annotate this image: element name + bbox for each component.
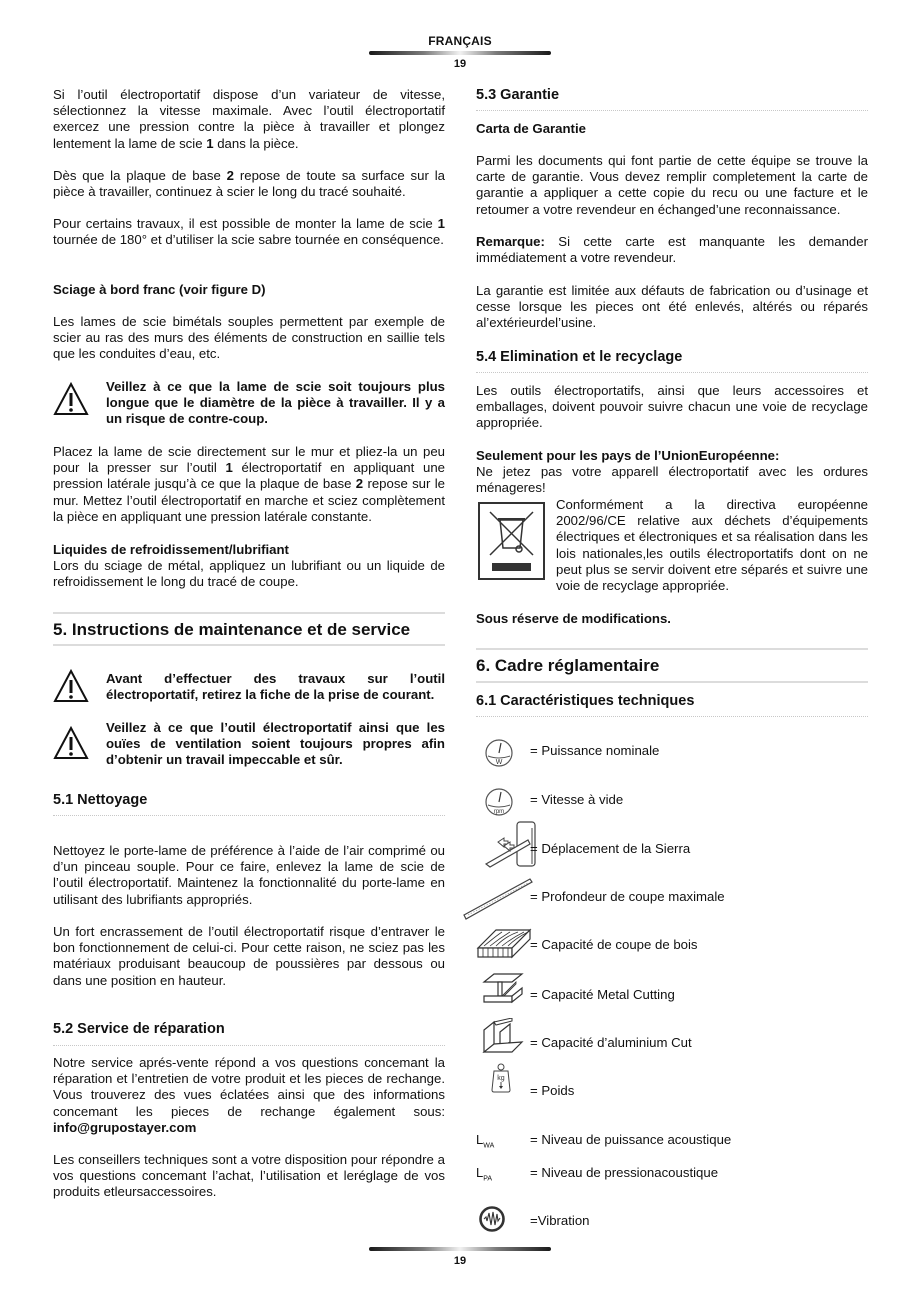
header-page-number: 19 bbox=[453, 58, 467, 70]
warranty-remark bbox=[476, 234, 868, 266]
section-6-1-title: 6.1 Caractéristiques techniques bbox=[476, 693, 695, 709]
text: repose de toute sa surface sur la pièce à travailler, continuez à scier le long du tracé souhaité. bbox=[53, 168, 445, 200]
symbol-label: = Profondeur de coupe maximale bbox=[530, 889, 725, 904]
ref-number: 2 bbox=[355, 476, 364, 492]
speed-paragraph bbox=[53, 87, 445, 152]
symbol-row-vibration bbox=[476, 1205, 876, 1235]
cleaning-paragraph-2: Un fort encrassement de l’outil électroportatif risque d’entraver le bon fonctionnement de celui-ci. Pour cette raison, ne sciez pas les matériaux produisant beaucoup de poussières par dessous ou dans une position en hauteur. bbox=[53, 924, 445, 988]
text: Si l’outil électroportatif dispose d’un variateur de vitesse, sélectionnez la vitesse maximale. Avec l’outil électroportatif exercez une pression contre la pièce à travailler et plongez lentement la lame de scie bbox=[53, 87, 445, 151]
weee-directive-paragraph: Conformément a la directiva européenne 2002/96/CE relative aux déchets d’équipements électriques et électroniques et sa réalisation dans les lois nationales,les outils électroportatifs dont on ne peut plus se servir doivent etre séparés et suivre une voie de recyclage appropriée. bbox=[556, 497, 868, 594]
lwa-icon bbox=[476, 1132, 494, 1150]
svg-text:rpm: rpm bbox=[493, 809, 505, 815]
symbol-row-weight bbox=[476, 1063, 876, 1107]
text: Si cette carte est manquante les demander immédiatement a votre revendeur. bbox=[476, 234, 868, 266]
dotted-divider bbox=[53, 1045, 445, 1046]
symbol-label: = Niveau de puissance acoustique bbox=[530, 1132, 732, 1147]
svg-text:W: W bbox=[495, 759, 503, 766]
cleaning-paragraph-1: Nettoyez le porte-lame de préférence à l’aide de l’air comprimé ou d’un pinceau souple. Pour ce faire, enlevez la lame de scie de l’outil électroportatif. Maintenez la fonctionnalité du porte-lame en utilisant des lubrifiants appropriés. bbox=[53, 843, 445, 907]
warning-clean-vents: Veillez à ce que l’outil électroportatif ainsi que les ouïes de ventilation soient toujours propres afin d’obtenir un travail impeccable et sûr. bbox=[106, 720, 445, 768]
dotted-divider bbox=[476, 372, 868, 373]
svg-text:kg: kg bbox=[497, 1075, 505, 1082]
aluminium-profile-icon bbox=[482, 1018, 524, 1054]
section-5-title: 5. Instructions de maintenance et de service bbox=[53, 620, 411, 639]
symbol-row-blade bbox=[476, 875, 876, 923]
repair-paragraph-2: Les conseillers techniques sont a votre disposition pour répondre a vos questions concemant l’achat, l’utilisation et leréglage de vos produits etleursaccessoires. bbox=[53, 1152, 445, 1200]
dotted-divider bbox=[476, 716, 868, 717]
reserve-note: Sous réserve de modifications. bbox=[476, 611, 671, 626]
symbol-label: = Capacité Metal Cutting bbox=[530, 987, 675, 1002]
text: électroportatif en appliquant une pression latérale jusqu’à ce que la plaque de base bbox=[53, 460, 445, 492]
vibration-icon bbox=[478, 1205, 506, 1233]
text: dans la pièce. bbox=[213, 135, 299, 151]
repair-paragraph-1 bbox=[53, 1055, 445, 1136]
weee-crossed-bin-icon bbox=[478, 502, 545, 580]
eu-paragraph: Ne jetez pas votre apparell électroportatif avec les ordures ménageres! bbox=[476, 464, 868, 496]
symbol-label: = Niveau de pressionacoustique bbox=[530, 1165, 719, 1180]
ref-number: 1 bbox=[437, 216, 445, 231]
symbol-label: = Puissance nominale bbox=[530, 743, 660, 758]
section-divider bbox=[476, 681, 868, 683]
section-5-3-title: 5.3 Garantie bbox=[476, 87, 560, 103]
recycling-paragraph: Les outils électroportatifs, ainsi que leurs accessoires et emballages, doivent pouvoir suivre chacun une voie de recyclage appropriée. bbox=[476, 383, 868, 431]
dotted-divider bbox=[476, 110, 868, 111]
language-header: FRANÇAIS bbox=[428, 34, 492, 48]
text: Dès que la plaque de base bbox=[53, 168, 227, 183]
symbol-label: = Capacité de coupe de bois bbox=[530, 937, 698, 952]
section-divider bbox=[53, 612, 445, 614]
section-5-1-title: 5.1 Nettoyage bbox=[53, 792, 148, 808]
lpa-subscript: PA bbox=[483, 1175, 493, 1183]
symbol-label: = Capacité d’aluminium Cut bbox=[530, 1035, 692, 1050]
lwa-letter: L bbox=[476, 1132, 484, 1147]
weight-kg-icon bbox=[490, 1063, 512, 1093]
warning-icon bbox=[53, 726, 89, 760]
text: tournée de 180° et d’utiliser la scie sabre tournée en conséquence. bbox=[53, 232, 444, 248]
base-plate-paragraph bbox=[53, 168, 445, 200]
warning-blade-length: Veillez à ce que la lame de scie soit toujours plus longue que le diamètre de la pièce à travailler. Il y a un risque de contre-coup. bbox=[106, 379, 445, 427]
speed-dial-rpm-icon bbox=[484, 787, 514, 817]
remark-label: Remarque: bbox=[476, 234, 545, 249]
coolant-paragraph: Lors du sciage de métal, appliquez un lubrifiant ou un liquide de refroidissement le long du tracé de coupe. bbox=[53, 558, 445, 590]
warranty-card-heading: Carta de Garantie bbox=[476, 121, 586, 136]
lpa-icon bbox=[476, 1165, 492, 1183]
wood-plank-icon bbox=[476, 928, 532, 960]
section-6-title: 6. Cadre réglamentaire bbox=[476, 656, 660, 675]
flush-cut-heading: Sciage à bord franc (voir figure D) bbox=[53, 282, 266, 297]
section-divider bbox=[476, 648, 868, 650]
lpa-letter: L bbox=[476, 1165, 484, 1180]
ref-number: 1 bbox=[206, 135, 214, 151]
warranty-paragraph-3: La garantie est limitée aux défauts de fabrication ou d’usinage et cesse lorsque les pieces ont été enlevés, altérés ou réparés al’extérieurdel’usine. bbox=[476, 283, 868, 331]
warning-unplug: Avant d’effectuer des travaux sur l’outil électroportatif, retirez la fiche de la prise de courant. bbox=[106, 671, 445, 703]
warning-icon bbox=[53, 382, 89, 416]
eu-heading: Seulement pour les pays de l’UnionEuropéenne: bbox=[476, 448, 780, 463]
wall-cut-paragraph bbox=[53, 444, 445, 525]
flush-cut-paragraph: Les lames de scie bimétals souples permettent par exemple de scier au ras des murs des éléments de construction en saillie tels que les conduites d’eau, etc. bbox=[53, 314, 445, 362]
power-dial-w-icon bbox=[484, 738, 514, 768]
saw-blade-icon bbox=[462, 875, 534, 921]
section-divider bbox=[53, 644, 445, 646]
warning-icon bbox=[53, 669, 89, 703]
section-5-4-title: 5.4 Elimination et le recyclage bbox=[476, 349, 683, 365]
text: Placez la lame de scie directement sur le mur et pliez-la un peu pour la presser sur l’outil bbox=[53, 444, 445, 476]
lwa-subscript: WA bbox=[483, 1142, 495, 1150]
ref-number: 2 bbox=[226, 168, 234, 183]
coolant-heading: Liquides de refroidissement/lubrifiant bbox=[53, 542, 289, 557]
symbol-row-speed bbox=[476, 785, 876, 825]
symbol-label: = Déplacement de la Sierra bbox=[530, 841, 691, 856]
footer-page-number: 19 bbox=[453, 1255, 467, 1267]
rotated-blade-paragraph bbox=[53, 216, 445, 248]
warranty-paragraph-1: Parmi les documents qui font partie de cette équipe se trouve la carte de garantie. Vous devez remplir completement la carte de garantie a appliquer a cette copie du recu ou une facture et le retoumer a votre revendeur en échanged’une reconnaissance. bbox=[476, 153, 868, 217]
symbol-row-lpa bbox=[476, 1163, 876, 1187]
symbol-row-wood bbox=[476, 928, 876, 968]
text: repose sur le mur. Mettez l’outil électroportatif en marche et sciez complètement la pièce en appliquant une pression latérale constante. bbox=[53, 476, 445, 524]
text: Notre service aprés-vente répond a vos questions concemant la réparation et l’entretien de votre produit et les pieces de rechange. Vous trouverez des vues éclatées ainsi que des informations concemant les pieces de rechange également sous: bbox=[53, 1055, 445, 1119]
section-5-2-title: 5.2 Service de réparation bbox=[53, 1021, 225, 1037]
symbol-row-aluminium bbox=[476, 1018, 876, 1062]
support-email-link[interactable]: info@grupostayer.com bbox=[53, 1119, 197, 1135]
steel-beam-icon bbox=[482, 972, 524, 1006]
header-divider bbox=[369, 51, 551, 55]
symbol-row-metal bbox=[476, 972, 876, 1012]
ref-number: 1 bbox=[225, 460, 233, 476]
symbol-row-stroke bbox=[476, 820, 876, 875]
footer-divider bbox=[369, 1247, 551, 1251]
symbol-label: =Vibration bbox=[530, 1213, 590, 1228]
symbol-row-power bbox=[476, 736, 876, 776]
symbol-row-lwa bbox=[476, 1130, 876, 1154]
symbol-label: = Vitesse à vide bbox=[530, 792, 624, 807]
symbol-label: = Poids bbox=[530, 1083, 575, 1098]
dotted-divider bbox=[53, 815, 445, 816]
text: Pour certains travaux, il est possible de monter la lame de scie bbox=[53, 216, 438, 231]
